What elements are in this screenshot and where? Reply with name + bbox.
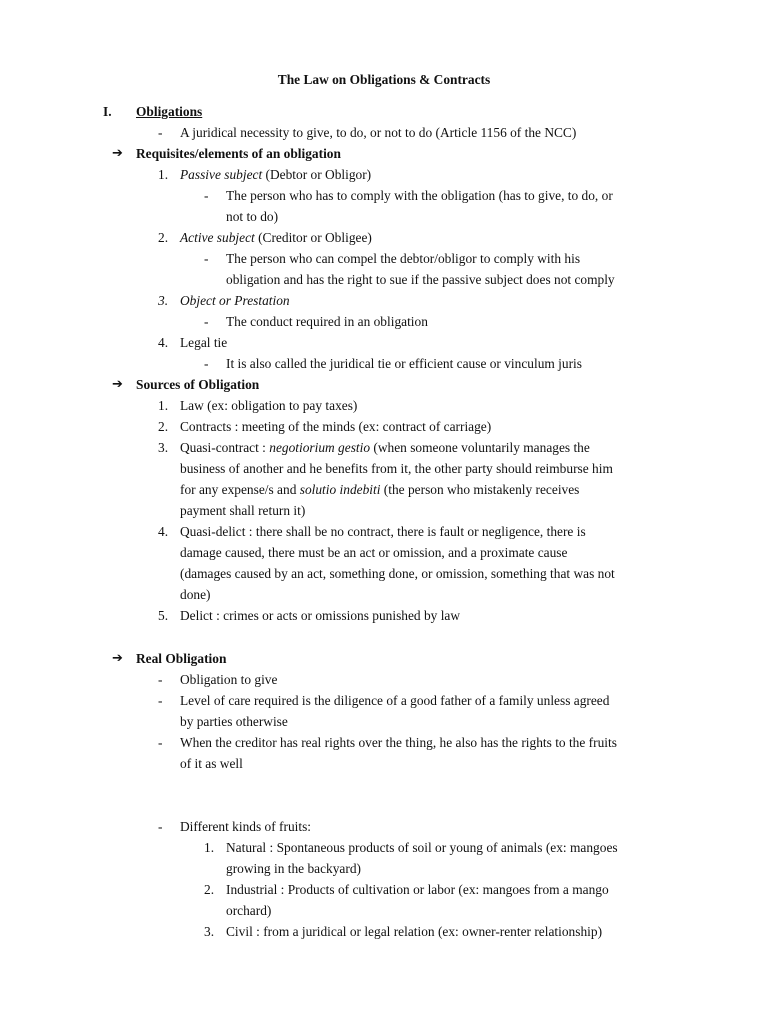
list-item: Natural : Spontaneous products of soil or young of animals (ex: mangoes — [226, 840, 618, 855]
list-number: 2. — [158, 419, 169, 434]
bullet-dash: - — [158, 672, 163, 687]
list-item: Law (ex: obligation to pay taxes) — [180, 398, 358, 413]
list-item — [180, 335, 227, 351]
list-item — [180, 440, 590, 456]
bullet-dash: - — [158, 735, 163, 750]
list-item: Industrial : Products of cultivation or labor (ex: mangoes from a mango — [226, 882, 609, 897]
list-number: 4. — [158, 524, 169, 539]
list-item-continuation — [180, 482, 579, 498]
requisites-heading: Requisites/elements of an obligation — [136, 146, 341, 161]
list-number: 1. — [158, 167, 169, 182]
list-item — [180, 230, 372, 246]
bullet-text-continuation: by parties otherwise — [180, 714, 288, 729]
arrow-bullet-icon: ➔ — [112, 377, 123, 392]
list-item-continuation: orchard) — [226, 903, 272, 918]
definition-dash: - — [158, 125, 163, 140]
bullet-dash: - — [158, 693, 163, 708]
bullet-text-continuation: of it as well — [180, 756, 243, 771]
list-number: 3. — [158, 293, 169, 308]
sub-dash: - — [204, 356, 209, 371]
list-number: 3. — [158, 440, 169, 455]
item-term: Object or Prestation — [180, 293, 290, 308]
bullet-dash: - — [158, 819, 163, 834]
list-item-continuation: payment shall return it) — [180, 503, 306, 518]
item-text: Quasi-contract : — [180, 440, 270, 455]
item-text: (the person who mistakenly receives — [380, 482, 580, 497]
item-term: solutio indebiti — [299, 482, 381, 497]
sub-dash: - — [204, 251, 209, 266]
list-item-continuation: done) — [180, 587, 211, 602]
item-detail: obligation and has the right to sue if the passive subject does not comply — [226, 272, 615, 287]
item-detail: The person who has to comply with the obligation (has to give, to do, or — [226, 188, 613, 203]
item-term: negotiorium gestio — [269, 440, 371, 455]
item-text: Legal tie — [180, 335, 228, 350]
list-item — [180, 293, 290, 309]
list-item-continuation: damage caused, there must be an act or omission, and a proximate cause — [180, 545, 568, 560]
list-number: 2. — [204, 882, 215, 897]
real-obligation-heading: Real Obligation — [136, 651, 227, 666]
sub-dash: - — [204, 314, 209, 329]
list-item: Contracts : meeting of the minds (ex: contract of carriage) — [180, 419, 492, 434]
list-number: 1. — [204, 840, 215, 855]
item-text: for any expense/s and — [180, 482, 300, 497]
list-item-continuation: growing in the backyard) — [226, 861, 361, 876]
arrow-bullet-icon: ➔ — [112, 146, 123, 161]
list-item — [180, 167, 371, 183]
fruits-heading: Different kinds of fruits: — [180, 819, 312, 834]
item-text: (when someone voluntarily manages the — [370, 440, 590, 455]
item-text: (Creditor or Obligee) — [254, 230, 372, 245]
list-number: 5. — [158, 608, 169, 623]
document-title: The Law on Obligations & Contracts — [277, 72, 491, 87]
item-term: Passive subject — [180, 167, 263, 182]
section-numeral: I. — [103, 104, 112, 119]
item-detail: The person who can compel the debtor/obligor to comply with his — [226, 251, 581, 266]
arrow-bullet-icon: ➔ — [112, 651, 123, 666]
list-item: Civil : from a juridical or legal relation (ex: owner-renter relationship) — [226, 924, 603, 939]
obligation-definition: A juridical necessity to give, to do, or not to do (Article 1156 of the NCC) — [180, 125, 577, 140]
list-item: Quasi-delict : there shall be no contract, there is fault or negligence, there is — [180, 524, 586, 539]
bullet-text: Obligation to give — [180, 672, 278, 687]
list-number: 1. — [158, 398, 169, 413]
list-number: 2. — [158, 230, 169, 245]
section-heading: Obligations — [136, 104, 203, 119]
item-detail: not to do) — [226, 209, 279, 224]
bullet-text: Level of care required is the diligence of a good father of a family unless agreed — [180, 693, 610, 708]
list-number: 3. — [204, 924, 215, 939]
list-item: Delict : crimes or acts or omissions punished by law — [180, 608, 461, 623]
sources-heading: Sources of Obligation — [136, 377, 260, 392]
bullet-text: When the creditor has real rights over the thing, he also has the rights to the fruits — [180, 735, 617, 750]
sub-dash: - — [204, 188, 209, 203]
list-item-continuation: (damages caused by an act, something done, or omission, something that was not — [180, 566, 615, 581]
item-detail: The conduct required in an obligation — [226, 314, 428, 329]
list-number: 4. — [158, 335, 169, 350]
item-detail: It is also called the juridical tie or efficient cause or vinculum juris — [226, 356, 582, 371]
list-item-continuation: business of another and he benefits from it, the other party should reimburse him — [180, 461, 613, 476]
item-term: Active subject — [180, 230, 255, 245]
item-text: (Debtor or Obligor) — [262, 167, 372, 182]
